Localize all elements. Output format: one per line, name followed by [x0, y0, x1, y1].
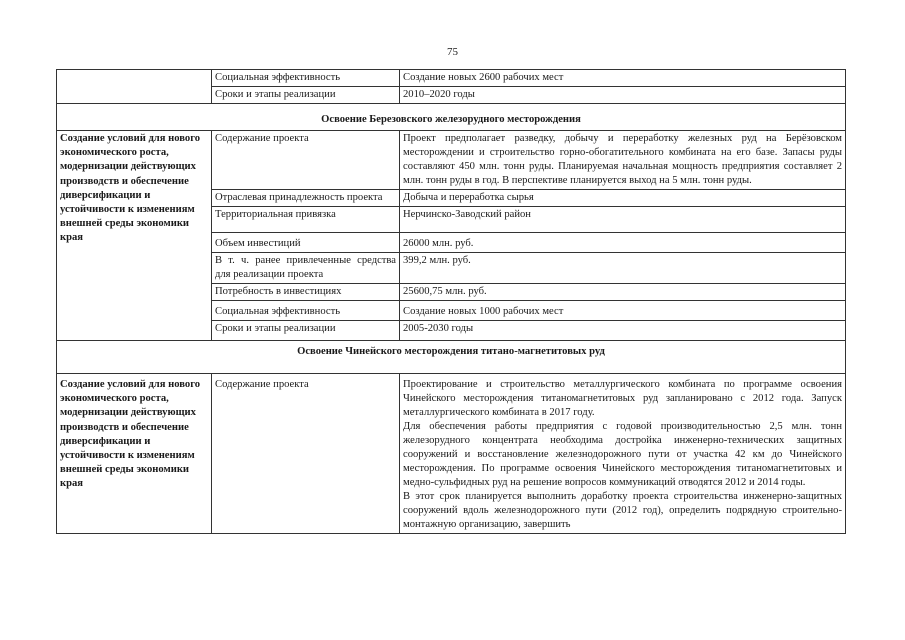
goal-cell-empty	[57, 70, 212, 104]
table-row	[57, 131, 846, 190]
row-label: Содержание проекта	[212, 374, 400, 534]
row-value: 2005-2030 годы	[400, 321, 846, 341]
section-heading-row	[57, 341, 846, 374]
project-goal: Создание условий для нового экономического роста, модернизации действующих производств и обеспечение диверсификации и устойчивости к изменениям внешней среды экономики края	[57, 131, 212, 341]
paragraph: Проектирование и строительство металлургического комбината по программе освоения Чинейского месторождения титаномагнетитовых руд запланировано с 2012 года. Запуск металлургического комбината в 2017 году.	[403, 379, 842, 418]
row-value: 2010–2020 годы	[400, 87, 846, 104]
section-title: Освоение Березовского железорудного месторождения	[57, 104, 846, 131]
paragraph: Для обеспечения работы предприятия с годовой производительностью 2,5 млн. тонн железорудного концентрата необходима достройка инженерно-технических защитных сооружений и восстановление железнодорожного пути от участка 42 км до Чинейского месторождения. По программе освоения Чинейского месторождения титаномагнетитовых и медно-сульфидных руд на решение вопросов коммуникаций отводятся 2012 и 2014 годы.	[403, 421, 842, 488]
projects-table	[56, 69, 846, 534]
section-title: Освоение Чинейского месторождения титано-магнетитовых руд	[57, 341, 846, 374]
row-label: Объем инвестиций	[212, 233, 400, 253]
row-label: Потребность в инвестициях	[212, 284, 400, 301]
row-value: Создание новых 2600 рабочих мест	[400, 70, 846, 87]
row-value: Добыча и переработка сырья	[400, 190, 846, 207]
row-value: 26000 млн. руб.	[400, 233, 846, 253]
row-label: Территориальная привязка	[212, 207, 400, 233]
row-value: Нерчинско-Заводский район	[400, 207, 846, 233]
row-label: Отраслевая принадлежность проекта	[212, 190, 400, 207]
page-number: 75	[447, 46, 458, 58]
row-value	[400, 374, 846, 534]
table-row	[57, 374, 846, 534]
row-value: 399,2 млн. руб.	[400, 253, 846, 284]
project-goal: Создание условий для нового экономического роста, модернизации действующих производств и обеспечение диверсификации и устойчивости к изменениям внешней среды экономики края	[57, 374, 212, 534]
row-value: 25600,75 млн. руб.	[400, 284, 846, 301]
row-value: Создание новых 1000 рабочих мест	[400, 301, 846, 321]
row-label: В т. ч. ранее привлеченные средства для реализации проекта	[212, 253, 400, 284]
paragraph: В этот срок планируется выполнить доработку проекта строительства инженерно-защитных сооружений вдоль железнодорожного пути (2012 год), определить подрядную строительно-монтажную организацию, завершить	[403, 491, 842, 530]
table-row	[57, 70, 846, 87]
row-label: Сроки и этапы реализации	[212, 87, 400, 104]
row-label: Социальная эффективность	[212, 301, 400, 321]
section-heading-row	[57, 104, 846, 131]
row-label: Содержание проекта	[212, 131, 400, 190]
row-value: Проект предполагает разведку, добычу и переработку железных руд на Берёзовском месторождении и строительство горно-обогатительного комбината на его базе. Запасы руды составляют 450 млн. тонн руды. Планируемая начальная мощность предприятия составляет 2 млн. тонн руды в год. В перспективе планируется выход на 5 млн. тонн руды.	[400, 131, 846, 190]
row-label: Сроки и этапы реализации	[212, 321, 400, 341]
row-label: Социальная эффективность	[212, 70, 400, 87]
